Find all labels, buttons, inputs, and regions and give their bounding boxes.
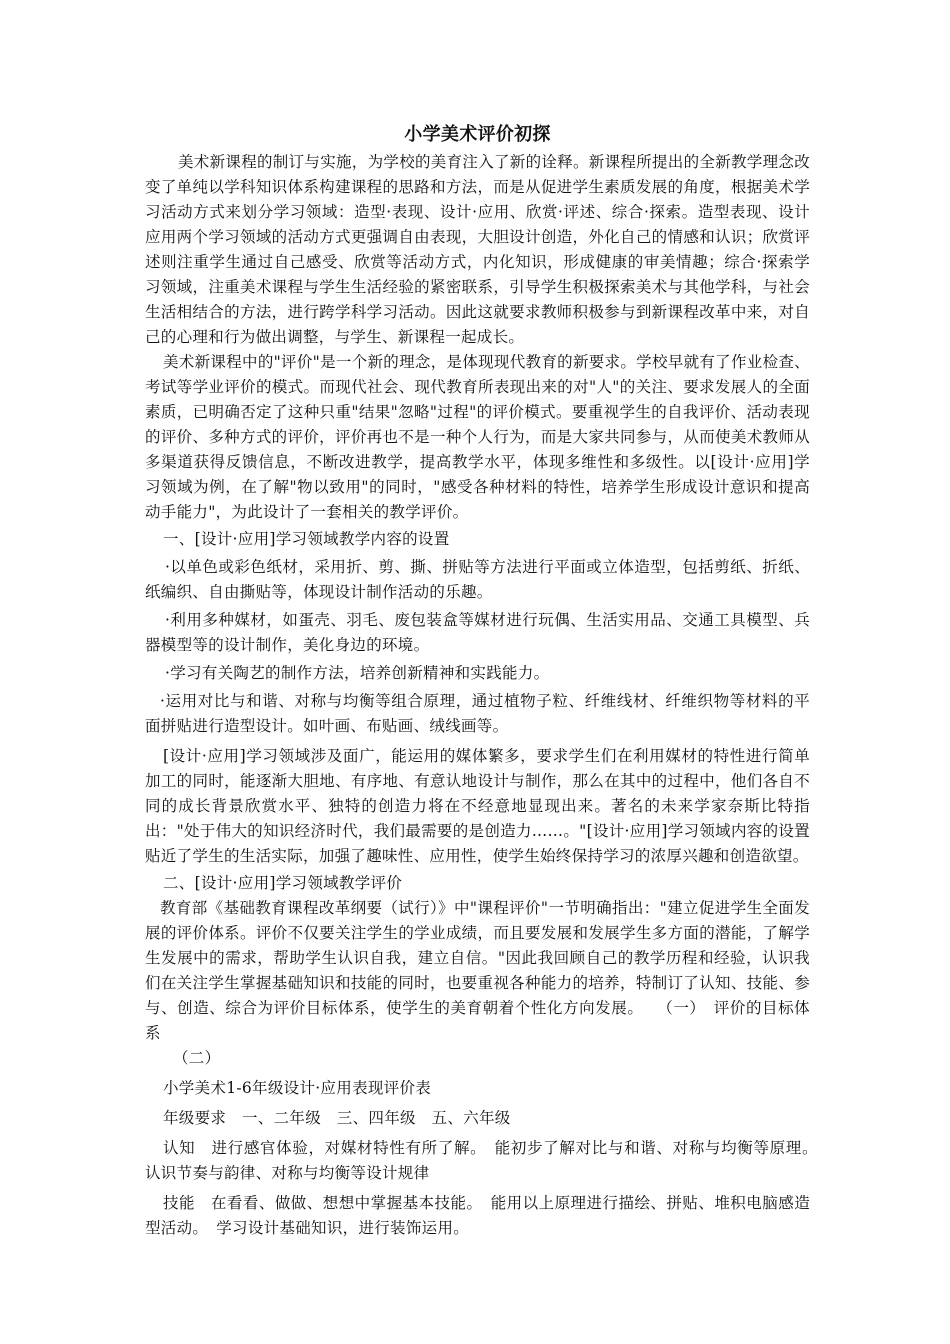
bullet-item-media: ·利用多种媒材，如蛋壳、羽毛、废包装盒等媒材进行玩偶、生活实用品、交通工具模型、兵器模型等的设计制作，美化身边的环境。 (145, 611, 810, 654)
paragraph-intro: 美术新课程的制订与实施，为学校的美育注入了新的诠释。新课程所提出的全新教学理念改变了单纯以学科知识体系构建课程的思路和方法，而是从促进学生素质发展的角度，根据美术学习活动方式来划分学习领域：造型·表现、设计·应用、欣赏·评述、综合·探索。造型表现、设计应用两个学习领域的活动方式更强调自由表现，大胆设计创造，外化自己的情感和认识；欣赏评述则注重学生通过自己感受、欣赏等活动方式，内化知识，形成健康的审美情趣；综合·探索学习领域，注重美术课程与学生生活经验的紧密联系，引导学生积极探索美术与其他学科，与社会生活相结合的方法，进行跨学科学习活动。因此这就要求教师积极参与到新课程改革中来，对自己的心理和行为做出调整，与学生、新课程一起成长。 (145, 153, 811, 346)
table-caption: 小学美术1-6年级设计·应用表现评价表 (163, 1079, 432, 1097)
section-heading-1: 一、[设计·应用]学习领域教学内容的设置 (163, 530, 450, 548)
document-page (145, 122, 826, 1241)
bullet-item-collage: ·运用对比与和谐、对称与均衡等组合原理，通过植物子粒、纤维线材、纤维织物等材料的平面拼贴进行造型设计。如叶画、布贴画、绒线画等。 (145, 692, 810, 735)
section-heading-2: 二、[设计·应用]学习领域教学评价 (163, 874, 403, 892)
paragraph-curriculum-outline: 教育部《基础教育课程改革纲要（试行）》中"课程评价"一节明确指出："建立促进学生全面发展的评价体系。评价不仅要关注学生的学业成绩，而且要发展和发展学生多方面的潜能，了解学生发展中的需求，帮助学生认识自我，建立自信。"因此我回顾自己的教学历程和经验，认识我们在关注学生掌握基础知识和技能的同时，也要重视各种能力的培养，特制订了认知、技能、参与、创造、综合为评价目标体系，使学生的美育朝着个性化方向发展。 （一） 评价的目标体系 (145, 899, 810, 1042)
bullet-item-paper: ·以单色或彩色纸材，采用折、剪、撕、拼贴等方法进行平面或立体造型，包括剪纸、折纸、纸编织、自由撕贴等，体现设计制作活动的乐趣。 (145, 558, 810, 601)
paragraph-evaluation-concept: 美术新课程中的"评价"是一个新的理念，是体现现代教育的新要求。学校早就有了作业检查、考试等学业评价的模式。而现代社会、现代教育所表现出来的对"人"的关注、要求发展人的全面素质，已明确否定了这种只重"结果"忽略"过程"的评价模式。要重视学生的自我评价、活动表现的评价、多种方式的评价，评价再也不是一种个人行为，而是大家共同参与，从而使美术教师从多渠道获得反馈信息，不断改进教学，提高教学水平，体现多维性和多级性。以[设计·应用]学习领域为例，在了解"物以致用"的同时，"感受各种材料的特性，培养学生形成设计意识和提高动手能力"，为此设计了一套相关的教学评价。 (145, 353, 810, 521)
paragraph-subsection-2: （二） (173, 1049, 221, 1067)
table-header-row: 年级要求 一、二年级 三、四年级 五、六年级 (163, 1109, 511, 1127)
table-row-skills: 技能 在看看、做做、想想中掌握基本技能。 能用以上原理进行描绘、拼贴、堆积电脑感造型活动。 学习设计基础知识，进行装饰运用。 (145, 1194, 810, 1237)
bullet-item-ceramics: ·学习有关陶艺的制作方法，培养创新精神和实践能力。 (165, 664, 550, 682)
table-row-cognition: 认知 进行感官体验，对媒材特性有所了解。 能初步了解对比与和谐、对称与均衡等原理。 认识节奏与韵律、对称与均衡等设计规律 (145, 1139, 826, 1182)
paragraph-design-application: [设计·应用]学习领域涉及面广，能运用的媒体繁多，要求学生们在利用媒材的特性进行简单加工的同时，能逐渐大胆地、有序地、有意认地设计与制作，那么在其中的过程中，他们各自不同的成长背景欣赏水平、独特的创造力将在不经意地显现出来。著名的未来学家奈斯比特指出："处于伟大的知识经济时代，我们最需要的是创造力……。"[设计·应用]学习领域内容的设置贴近了学生的生活实际，加强了趣味性、应用性，使学生始终保持学习的浓厚兴趣和创造欲望。 (145, 747, 810, 865)
document-title: 小学美术评价初探 (404, 124, 551, 145)
